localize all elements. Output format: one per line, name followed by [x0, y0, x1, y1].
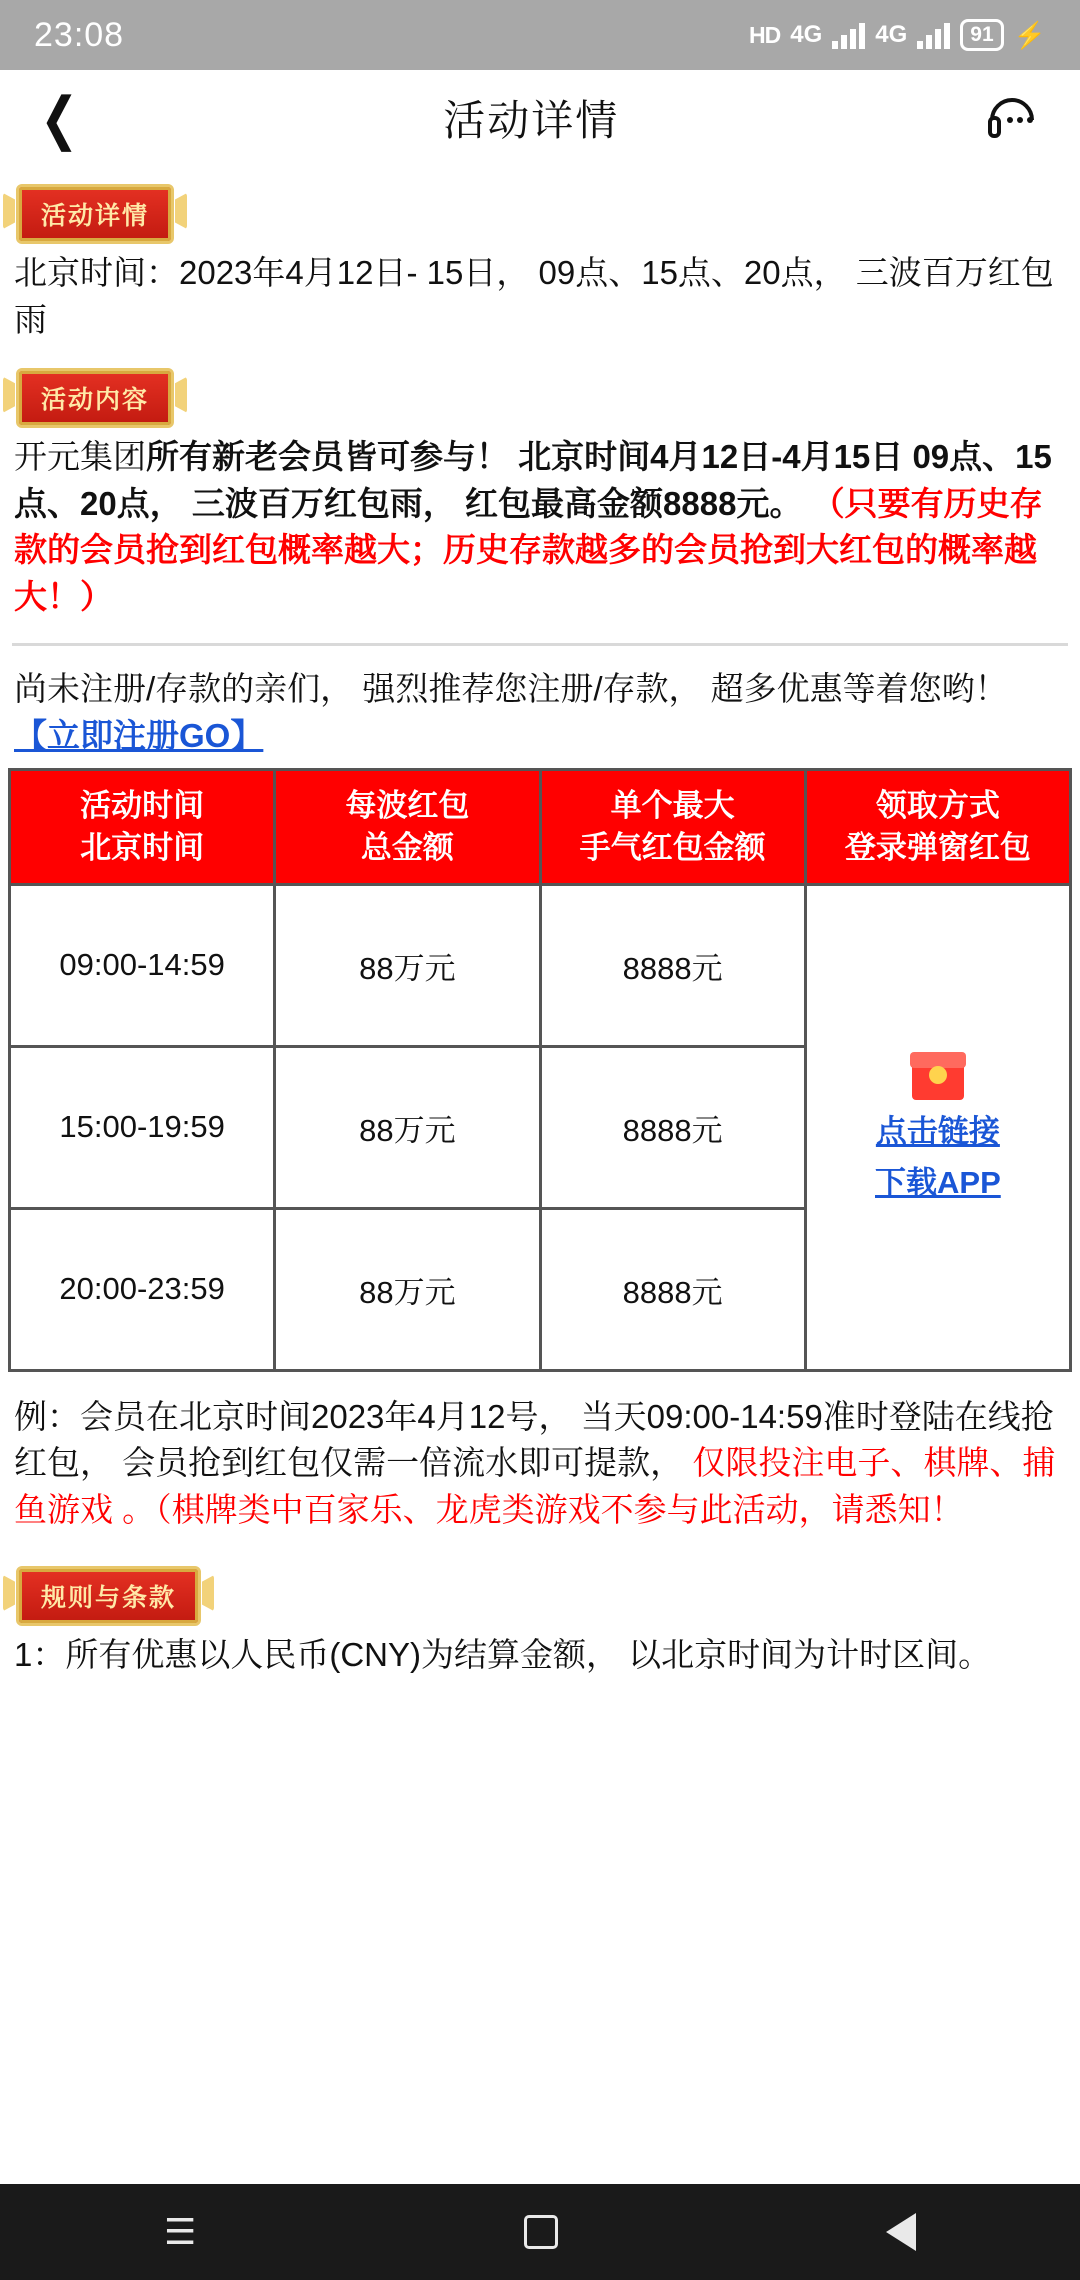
network-4g-plus-label: 4G	[875, 21, 908, 48]
hd-icon: HD	[749, 21, 781, 48]
table-row	[10, 884, 1071, 1046]
home-square-icon[interactable]	[524, 2215, 558, 2249]
divider	[12, 643, 1068, 646]
th-claim-method: 领取方式 登录弹窗红包	[805, 769, 1070, 884]
cell-total: 88万元	[275, 884, 540, 1046]
th-activity-time: 活动时间 北京时间	[10, 769, 275, 884]
cell-max: 8888元	[540, 1208, 805, 1370]
detail-text: 北京时间：2023年4月12日- 15日， 09点、15点、20点， 三波百万红包雨	[14, 254, 1054, 338]
cell-total: 88万元	[275, 1046, 540, 1208]
content-text-b: 所有新老会员皆可参与！ 北京时间4月12日-4月15日 09点、15点、20点， 三波百万红包雨， 红包最高金额8888元。	[14, 437, 1052, 522]
battery-icon: 91	[960, 19, 1003, 50]
table-header-row	[10, 769, 1071, 884]
signal-bars-icon	[832, 21, 865, 49]
example-paragraph	[8, 1394, 1072, 1535]
download-app-link-line1[interactable]: 点击链接	[875, 1114, 1000, 1150]
charging-bolt-icon: ⚡	[1013, 19, 1046, 50]
system-navigation-bar	[0, 2184, 1080, 2280]
activity-content	[0, 166, 1080, 1679]
app-header	[0, 70, 1080, 166]
section-badge-rules: 规则与条款	[16, 1566, 201, 1626]
download-app-link-line2[interactable]: 下载APP	[875, 1165, 1001, 1201]
th-max-single: 单个最大 手气红包金额	[540, 769, 805, 884]
cell-max: 8888元	[540, 884, 805, 1046]
status-time: 23:08	[34, 15, 125, 54]
promo-table	[8, 768, 1072, 1372]
status-icons	[749, 19, 1046, 50]
gift-icon	[910, 1048, 966, 1100]
example-text-black: 例：会员在北京时间2023年4月12号， 当天09:00-14:59准时登陆在线抢红包， 会员抢到红包仅需一倍流水即可提款，	[14, 1397, 1054, 1482]
register-promo-text: 尚未注册/存款的亲们， 强烈推荐您注册/存款， 超多优惠等着您哟！	[14, 670, 1008, 708]
content-text-red: （只要有历史存款的会员抢到红包概率越大；历史存款越多的会员抢到大红包的概率越大！）	[14, 484, 1043, 616]
back-triangle-icon[interactable]	[886, 2213, 916, 2251]
content-paragraph	[8, 434, 1072, 621]
section-badge-content: 活动内容	[16, 368, 174, 428]
cell-time: 09:00-14:59	[10, 884, 275, 1046]
register-now-link[interactable]: 【立即注册GO】	[14, 717, 264, 755]
example-text-red: 仅限投注电子、棋牌、捕鱼游戏 。（棋牌类中百家乐、龙虎类游戏不参与此活动，请悉知！	[14, 1444, 1056, 1529]
rule-item-1: 1：所有优惠以人民币(CNY)为结算金额， 以北京时间为计时区间。	[14, 1636, 992, 1674]
cell-max: 8888元	[540, 1046, 805, 1208]
register-promo-paragraph	[8, 666, 1072, 760]
section-badge-detail: 活动详情	[16, 184, 174, 244]
cell-time: 15:00-19:59	[10, 1046, 275, 1208]
network-4g-label: 4G	[790, 21, 823, 48]
headset-more-icon[interactable]	[984, 90, 1040, 146]
cell-claim-method[interactable]	[805, 884, 1070, 1370]
menu-icon[interactable]: ☰	[163, 2211, 197, 2252]
cell-total: 88万元	[275, 1208, 540, 1370]
cell-time: 20:00-23:59	[10, 1208, 275, 1370]
signal-bars-secondary-icon	[917, 21, 950, 49]
page-title: 活动详情	[443, 97, 620, 144]
status-bar	[0, 0, 1080, 70]
th-total-amount: 每波红包 总金额	[275, 769, 540, 884]
content-text-a: 开元集团	[14, 437, 146, 475]
back-chevron-icon[interactable]: ❮	[40, 85, 79, 151]
